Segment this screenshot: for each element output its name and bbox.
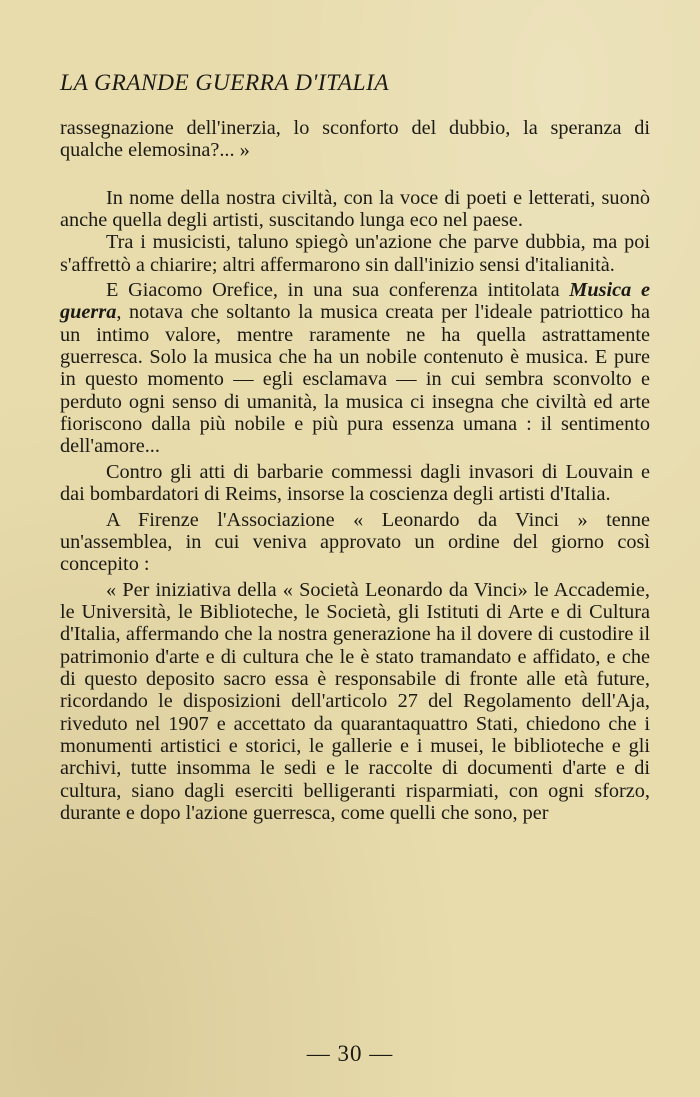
body-text <box>60 117 650 824</box>
page-number: — 30 — <box>306 1041 394 1066</box>
paragraph-firenze: A Firenze l'Associazione « Leonardo da Vinci » tenne un'assemblea, in cui veniva approvato un ordine del giorno così concepito : <box>60 508 650 576</box>
paragraph-orefice-text-after: , notava che soltanto la musica creata per l'ideale patriottico ha un intimo valore, mentre raramente ne ha quella astrattamente guerresca. Solo la musica che ha un nobile contenuto è musica. E pure in questo momento — egli esclamava — in cui sembra sconvolto e perduto ogni senso di umanità, la musica ci insegna che civiltà ed arte fioriscono dalla più nobile e più pura essenza umana : il sentimento dell'amore... <box>60 301 650 458</box>
paragraph-orefice <box>60 279 650 458</box>
paragraph-musicisti: Tra i musicisti, taluno spiegò un'azione che parve dubbia, ma poi s'affrettò a chiarire; altri affermarono sin dall'inizio sensi d'italianità. <box>60 231 650 276</box>
paragraph-continuation: rassegnazione dell'inerzia, lo sconforto del dubbio, la speranza di qualche elemosina?... » <box>60 117 650 162</box>
paragraph-barbarie: Contro gli atti di barbarie commessi dagli invasori di Louvain e dai bombardatori di Reims, insorse la coscienza degli artisti d'Italia. <box>60 460 650 506</box>
conference-title: Musica e guerra <box>60 279 650 324</box>
paragraph-orefice-text-before: E Giacomo Orefice, in una sua conferenza intitolata <box>106 279 570 302</box>
paragraph-ordine-del-giorno: « Per iniziativa della « Società Leonardo da Vinci» le Accademie, le Università, le Biblioteche, le Società, gli Istituti di Arte e di Cultura d'Italia, affermando che la nostra generazione ha il dovere di custodire il patrimonio d'arte e di cultura che le è stato tramandato e affidato, e che di questo deposito sacro essa è responsabile di fronte alle età future, ricordando le disposizioni dell'articolo 27 del Regolamento dell'Aja, riveduto nel 1907 e accettato da quarantaquattro Stati, chiedono che i monumenti artistici e storici, le gallerie e i musei, le biblioteche e gli archivi, tutte insomma le sedi e le raccolte di documenti d'arte e di cultura, siano dagli eserciti belligeranti risparmiati, con ogni sforzo, durante e dopo l'azione guerresca, come quelli che sono, per <box>60 578 650 824</box>
running-head: LA GRANDE GUERRA D'ITALIA <box>60 70 389 96</box>
paragraph-artisti: In nome della nostra civiltà, con la voce di poeti e letterati, suonò anche quella degli artisti, suscitando lunga eco nel paese. <box>60 186 650 232</box>
